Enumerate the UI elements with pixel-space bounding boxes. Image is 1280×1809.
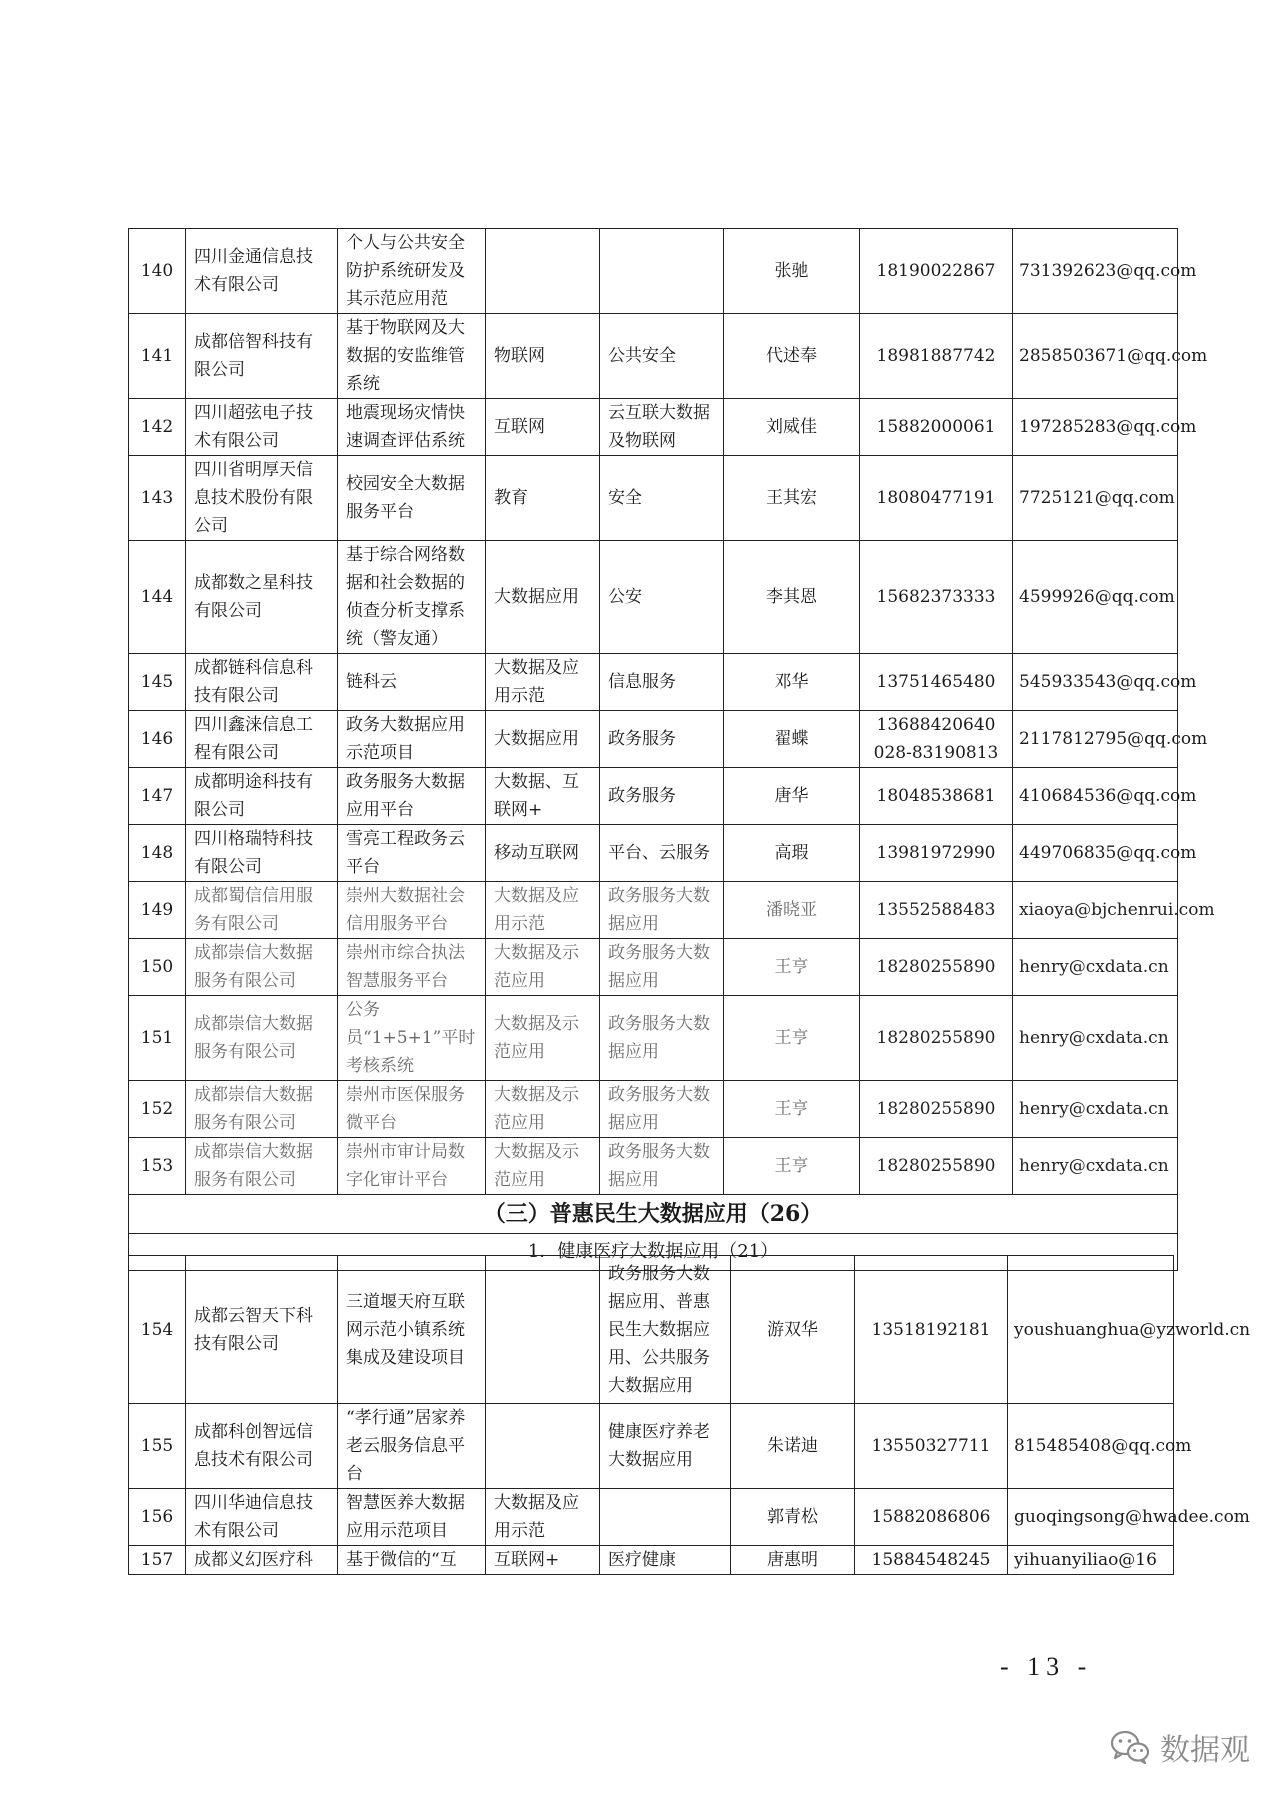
cell-email: henry@cxdata.cn bbox=[1013, 1138, 1178, 1195]
cell-contact: 翟蝶 bbox=[724, 711, 860, 768]
cell-project: 基于微信的“互 bbox=[338, 1546, 486, 1575]
cell-phone: 13688420640 028-83190813 bbox=[860, 711, 1013, 768]
cell-email: 197285283@qq.com bbox=[1013, 399, 1178, 456]
cell-number: 145 bbox=[129, 654, 186, 711]
cell-company: 四川鑫涞信息工程有限公司 bbox=[186, 711, 338, 768]
cell-phone: 13751465480 bbox=[860, 654, 1013, 711]
cell-field: 政务服务大数据应用 bbox=[600, 996, 724, 1081]
watermark bbox=[1110, 1725, 1250, 1769]
cell-company: 成都崇信大数据服务有限公司 bbox=[186, 996, 338, 1081]
cell-field: 云互联大数据及物联网 bbox=[600, 399, 724, 456]
table-row bbox=[129, 229, 1178, 314]
cell-project: 地震现场灾情快速调查评估系统 bbox=[338, 399, 486, 456]
cell-field: 医疗健康 bbox=[600, 1546, 731, 1575]
cell-tech: 大数据及应用示范 bbox=[486, 882, 600, 939]
cell-contact: 张驰 bbox=[724, 229, 860, 314]
cell-field: 政务服务大数据应用、普惠民生大数据应用、公共服务大数据应用 bbox=[600, 1256, 731, 1404]
cell-project: 崇州市综合执法智慧服务平台 bbox=[338, 939, 486, 996]
cell-field: 政务服务大数据应用 bbox=[600, 939, 724, 996]
cell-company: 成都链科信息科技有限公司 bbox=[186, 654, 338, 711]
cell-company: 四川超弦电子技术有限公司 bbox=[186, 399, 338, 456]
cell-field: 政务服务大数据应用 bbox=[600, 1081, 724, 1138]
cell-number: 143 bbox=[129, 456, 186, 541]
cell-company: 成都数之星科技有限公司 bbox=[186, 541, 338, 654]
cell-company: 成都蜀信信用服务有限公司 bbox=[186, 882, 338, 939]
company-table bbox=[128, 228, 1215, 1271]
cell-tech: 大数据应用 bbox=[486, 711, 600, 768]
cell-field: 政务服务大数据应用 bbox=[600, 1138, 724, 1195]
cell-tech: 大数据、互联网+ bbox=[486, 768, 600, 825]
cell-number: 153 bbox=[129, 1138, 186, 1195]
cell-project: 崇州市医保服务微平台 bbox=[338, 1081, 486, 1138]
cell-email: yihuanyiliao@16 bbox=[1008, 1546, 1174, 1575]
table-row bbox=[129, 996, 1178, 1081]
cell-email: xiaoya@bjchenrui.com bbox=[1013, 882, 1178, 939]
cell-contact: 王亨 bbox=[724, 1081, 860, 1138]
cell-company: 成都崇信大数据服务有限公司 bbox=[186, 1138, 338, 1195]
cell-phone: 13518192181 bbox=[855, 1256, 1008, 1404]
cell-phone: 15884548245 bbox=[855, 1546, 1008, 1575]
cell-tech: 大数据及应用示范 bbox=[486, 654, 600, 711]
wechat-icon bbox=[1110, 1730, 1150, 1764]
cell-project: 校园安全大数据服务平台 bbox=[338, 456, 486, 541]
cell-tech: 移动互联网 bbox=[486, 825, 600, 882]
table-row bbox=[129, 939, 1178, 996]
cell-company: 四川华迪信息技术有限公司 bbox=[186, 1489, 338, 1546]
cell-email: 731392623@qq.com bbox=[1013, 229, 1178, 314]
cell-email: henry@cxdata.cn bbox=[1013, 1081, 1178, 1138]
cell-email: 449706835@qq.com bbox=[1013, 825, 1178, 882]
cell-phone: 13550327711 bbox=[855, 1404, 1008, 1489]
cell-tech: 大数据及应用示范 bbox=[486, 1489, 600, 1546]
cell-contact: 高瑕 bbox=[724, 825, 860, 882]
cell-field: 政务服务 bbox=[600, 711, 724, 768]
cell-number: 146 bbox=[129, 711, 186, 768]
cell-tech bbox=[486, 229, 600, 314]
cell-number: 147 bbox=[129, 768, 186, 825]
cell-email: henry@cxdata.cn bbox=[1013, 996, 1178, 1081]
cell-phone: 18280255890 bbox=[860, 1138, 1013, 1195]
cell-tech: 大数据应用 bbox=[486, 541, 600, 654]
cell-company: 成都倍智科技有限公司 bbox=[186, 314, 338, 399]
watermark-text: 数据观 bbox=[1160, 1733, 1250, 1768]
cell-number: 149 bbox=[129, 882, 186, 939]
cell-project: 崇州市审计局数字化审计平台 bbox=[338, 1138, 486, 1195]
cell-phone: 18280255890 bbox=[860, 996, 1013, 1081]
cell-field: 政务服务 bbox=[600, 768, 724, 825]
cell-contact: 代述奉 bbox=[724, 314, 860, 399]
cell-company: 四川金通信息技术有限公司 bbox=[186, 229, 338, 314]
cell-tech bbox=[486, 1256, 600, 1404]
cell-number: 142 bbox=[129, 399, 186, 456]
cell-project: “孝行通”居家养老云服务信息平台 bbox=[338, 1404, 486, 1489]
cell-contact: 朱诺迪 bbox=[731, 1404, 855, 1489]
cell-tech: 互联网+ bbox=[486, 1546, 600, 1575]
cell-company: 成都义幻医疗科 bbox=[186, 1546, 338, 1575]
cell-field: 政务服务大数据应用 bbox=[600, 882, 724, 939]
table-row bbox=[129, 825, 1178, 882]
cell-project: 雪亮工程政务云平台 bbox=[338, 825, 486, 882]
cell-tech: 大数据及示范应用 bbox=[486, 1081, 600, 1138]
cell-number: 151 bbox=[129, 996, 186, 1081]
cell-field: 平台、云服务 bbox=[600, 825, 724, 882]
table-row bbox=[129, 1256, 1174, 1404]
subsection-heading: 1．健康医疗大数据应用（21） bbox=[129, 1234, 1178, 1271]
section-heading: （三）普惠民生大数据应用（26） bbox=[129, 1195, 1178, 1234]
page-number: - 13 - bbox=[1000, 1652, 1093, 1681]
cell-number: 140 bbox=[129, 229, 186, 314]
cell-phone: 15882000061 bbox=[860, 399, 1013, 456]
table-row bbox=[129, 654, 1178, 711]
cell-number: 150 bbox=[129, 939, 186, 996]
cell-project: 智慧医养大数据应用示范项目 bbox=[338, 1489, 486, 1546]
table-row bbox=[129, 711, 1178, 768]
cell-contact: 唐华 bbox=[724, 768, 860, 825]
table-row bbox=[129, 1404, 1174, 1489]
table-row bbox=[129, 1489, 1174, 1546]
cell-email: 7725121@qq.com bbox=[1013, 456, 1178, 541]
cell-contact: 王亨 bbox=[724, 996, 860, 1081]
section-heading-row bbox=[129, 1195, 1178, 1234]
cell-tech: 互联网 bbox=[486, 399, 600, 456]
cell-email: 2117812795@qq.com bbox=[1013, 711, 1178, 768]
cell-tech: 大数据及示范应用 bbox=[486, 996, 600, 1081]
cell-number: 157 bbox=[129, 1546, 186, 1575]
cell-field: 公共安全 bbox=[600, 314, 724, 399]
cell-tech: 教育 bbox=[486, 456, 600, 541]
cell-tech: 大数据及示范应用 bbox=[486, 939, 600, 996]
cell-email: 410684536@qq.com bbox=[1013, 768, 1178, 825]
cell-email: youshuanghua@yzworld.cn bbox=[1008, 1256, 1174, 1404]
cell-contact: 王亨 bbox=[724, 939, 860, 996]
cell-number: 155 bbox=[129, 1404, 186, 1489]
cell-contact: 唐惠明 bbox=[731, 1546, 855, 1575]
cell-project: 崇州大数据社会信用服务平台 bbox=[338, 882, 486, 939]
cell-field: 健康医疗养老大数据应用 bbox=[600, 1404, 731, 1489]
cell-contact: 王亨 bbox=[724, 1138, 860, 1195]
cell-number: 156 bbox=[129, 1489, 186, 1546]
cell-project: 政务服务大数据应用平台 bbox=[338, 768, 486, 825]
cell-number: 141 bbox=[129, 314, 186, 399]
cell-company: 四川格瑞特科技有限公司 bbox=[186, 825, 338, 882]
table-row bbox=[129, 541, 1178, 654]
cell-contact: 游双华 bbox=[731, 1256, 855, 1404]
health-table bbox=[128, 1255, 1251, 1575]
cell-contact: 王其宏 bbox=[724, 456, 860, 541]
cell-tech: 大数据及示范应用 bbox=[486, 1138, 600, 1195]
table-row bbox=[129, 1138, 1178, 1195]
cell-email: 2858503671@qq.com bbox=[1013, 314, 1178, 399]
cell-project: 公务员“1+5+1”平时考核系统 bbox=[338, 996, 486, 1081]
cell-project: 基于物联网及大数据的安监维管系统 bbox=[338, 314, 486, 399]
cell-phone: 18280255890 bbox=[860, 939, 1013, 996]
cell-number: 154 bbox=[129, 1256, 186, 1404]
cell-tech: 物联网 bbox=[486, 314, 600, 399]
cell-number: 144 bbox=[129, 541, 186, 654]
cell-phone: 18280255890 bbox=[860, 1081, 1013, 1138]
cell-project: 政务大数据应用示范项目 bbox=[338, 711, 486, 768]
cell-phone: 15882086806 bbox=[855, 1489, 1008, 1546]
cell-project: 个人与公共安全防护系统研发及其示范应用范 bbox=[338, 229, 486, 314]
cell-company: 成都明途科技有限公司 bbox=[186, 768, 338, 825]
cell-phone: 13981972990 bbox=[860, 825, 1013, 882]
cell-phone: 15682373333 bbox=[860, 541, 1013, 654]
cell-field: 公安 bbox=[600, 541, 724, 654]
cell-field: 安全 bbox=[600, 456, 724, 541]
cell-project: 三道堰天府互联网示范小镇系统集成及建设项目 bbox=[338, 1256, 486, 1404]
cell-email: guoqingsong@hwadee.com bbox=[1008, 1489, 1174, 1546]
cell-company: 成都云智天下科技有限公司 bbox=[186, 1256, 338, 1404]
table-row bbox=[129, 768, 1178, 825]
cell-email: 815485408@qq.com bbox=[1008, 1404, 1174, 1489]
cell-number: 148 bbox=[129, 825, 186, 882]
cell-phone: 18981887742 bbox=[860, 314, 1013, 399]
cell-phone: 18190022867 bbox=[860, 229, 1013, 314]
cell-tech bbox=[486, 1404, 600, 1489]
cell-contact: 潘晓亚 bbox=[724, 882, 860, 939]
cell-contact: 李其恩 bbox=[724, 541, 860, 654]
table-row bbox=[129, 882, 1178, 939]
cell-phone: 18048538681 bbox=[860, 768, 1013, 825]
cell-contact: 郭青松 bbox=[731, 1489, 855, 1546]
cell-company: 成都崇信大数据服务有限公司 bbox=[186, 939, 338, 996]
cell-email: henry@cxdata.cn bbox=[1013, 939, 1178, 996]
table-row bbox=[129, 1081, 1178, 1138]
cell-contact: 邓华 bbox=[724, 654, 860, 711]
cell-email: 4599926@qq.com bbox=[1013, 541, 1178, 654]
cell-contact: 刘威佳 bbox=[724, 399, 860, 456]
table-row bbox=[129, 456, 1178, 541]
cell-project: 基于综合网络数据和社会数据的侦查分析支撑系统（警友通） bbox=[338, 541, 486, 654]
cell-company: 成都科创智远信息技术有限公司 bbox=[186, 1404, 338, 1489]
cell-number: 152 bbox=[129, 1081, 186, 1138]
cell-project: 链科云 bbox=[338, 654, 486, 711]
cell-phone: 18080477191 bbox=[860, 456, 1013, 541]
table-row bbox=[129, 314, 1178, 399]
cell-company: 四川省明厚天信息技术股份有限公司 bbox=[186, 456, 338, 541]
cell-phone: 13552588483 bbox=[860, 882, 1013, 939]
cell-field bbox=[600, 229, 724, 314]
cell-company: 成都崇信大数据服务有限公司 bbox=[186, 1081, 338, 1138]
cell-field bbox=[600, 1489, 731, 1546]
table-row bbox=[129, 399, 1178, 456]
table-row bbox=[129, 1546, 1174, 1575]
cell-field: 信息服务 bbox=[600, 654, 724, 711]
cell-email: 545933543@qq.com bbox=[1013, 654, 1178, 711]
